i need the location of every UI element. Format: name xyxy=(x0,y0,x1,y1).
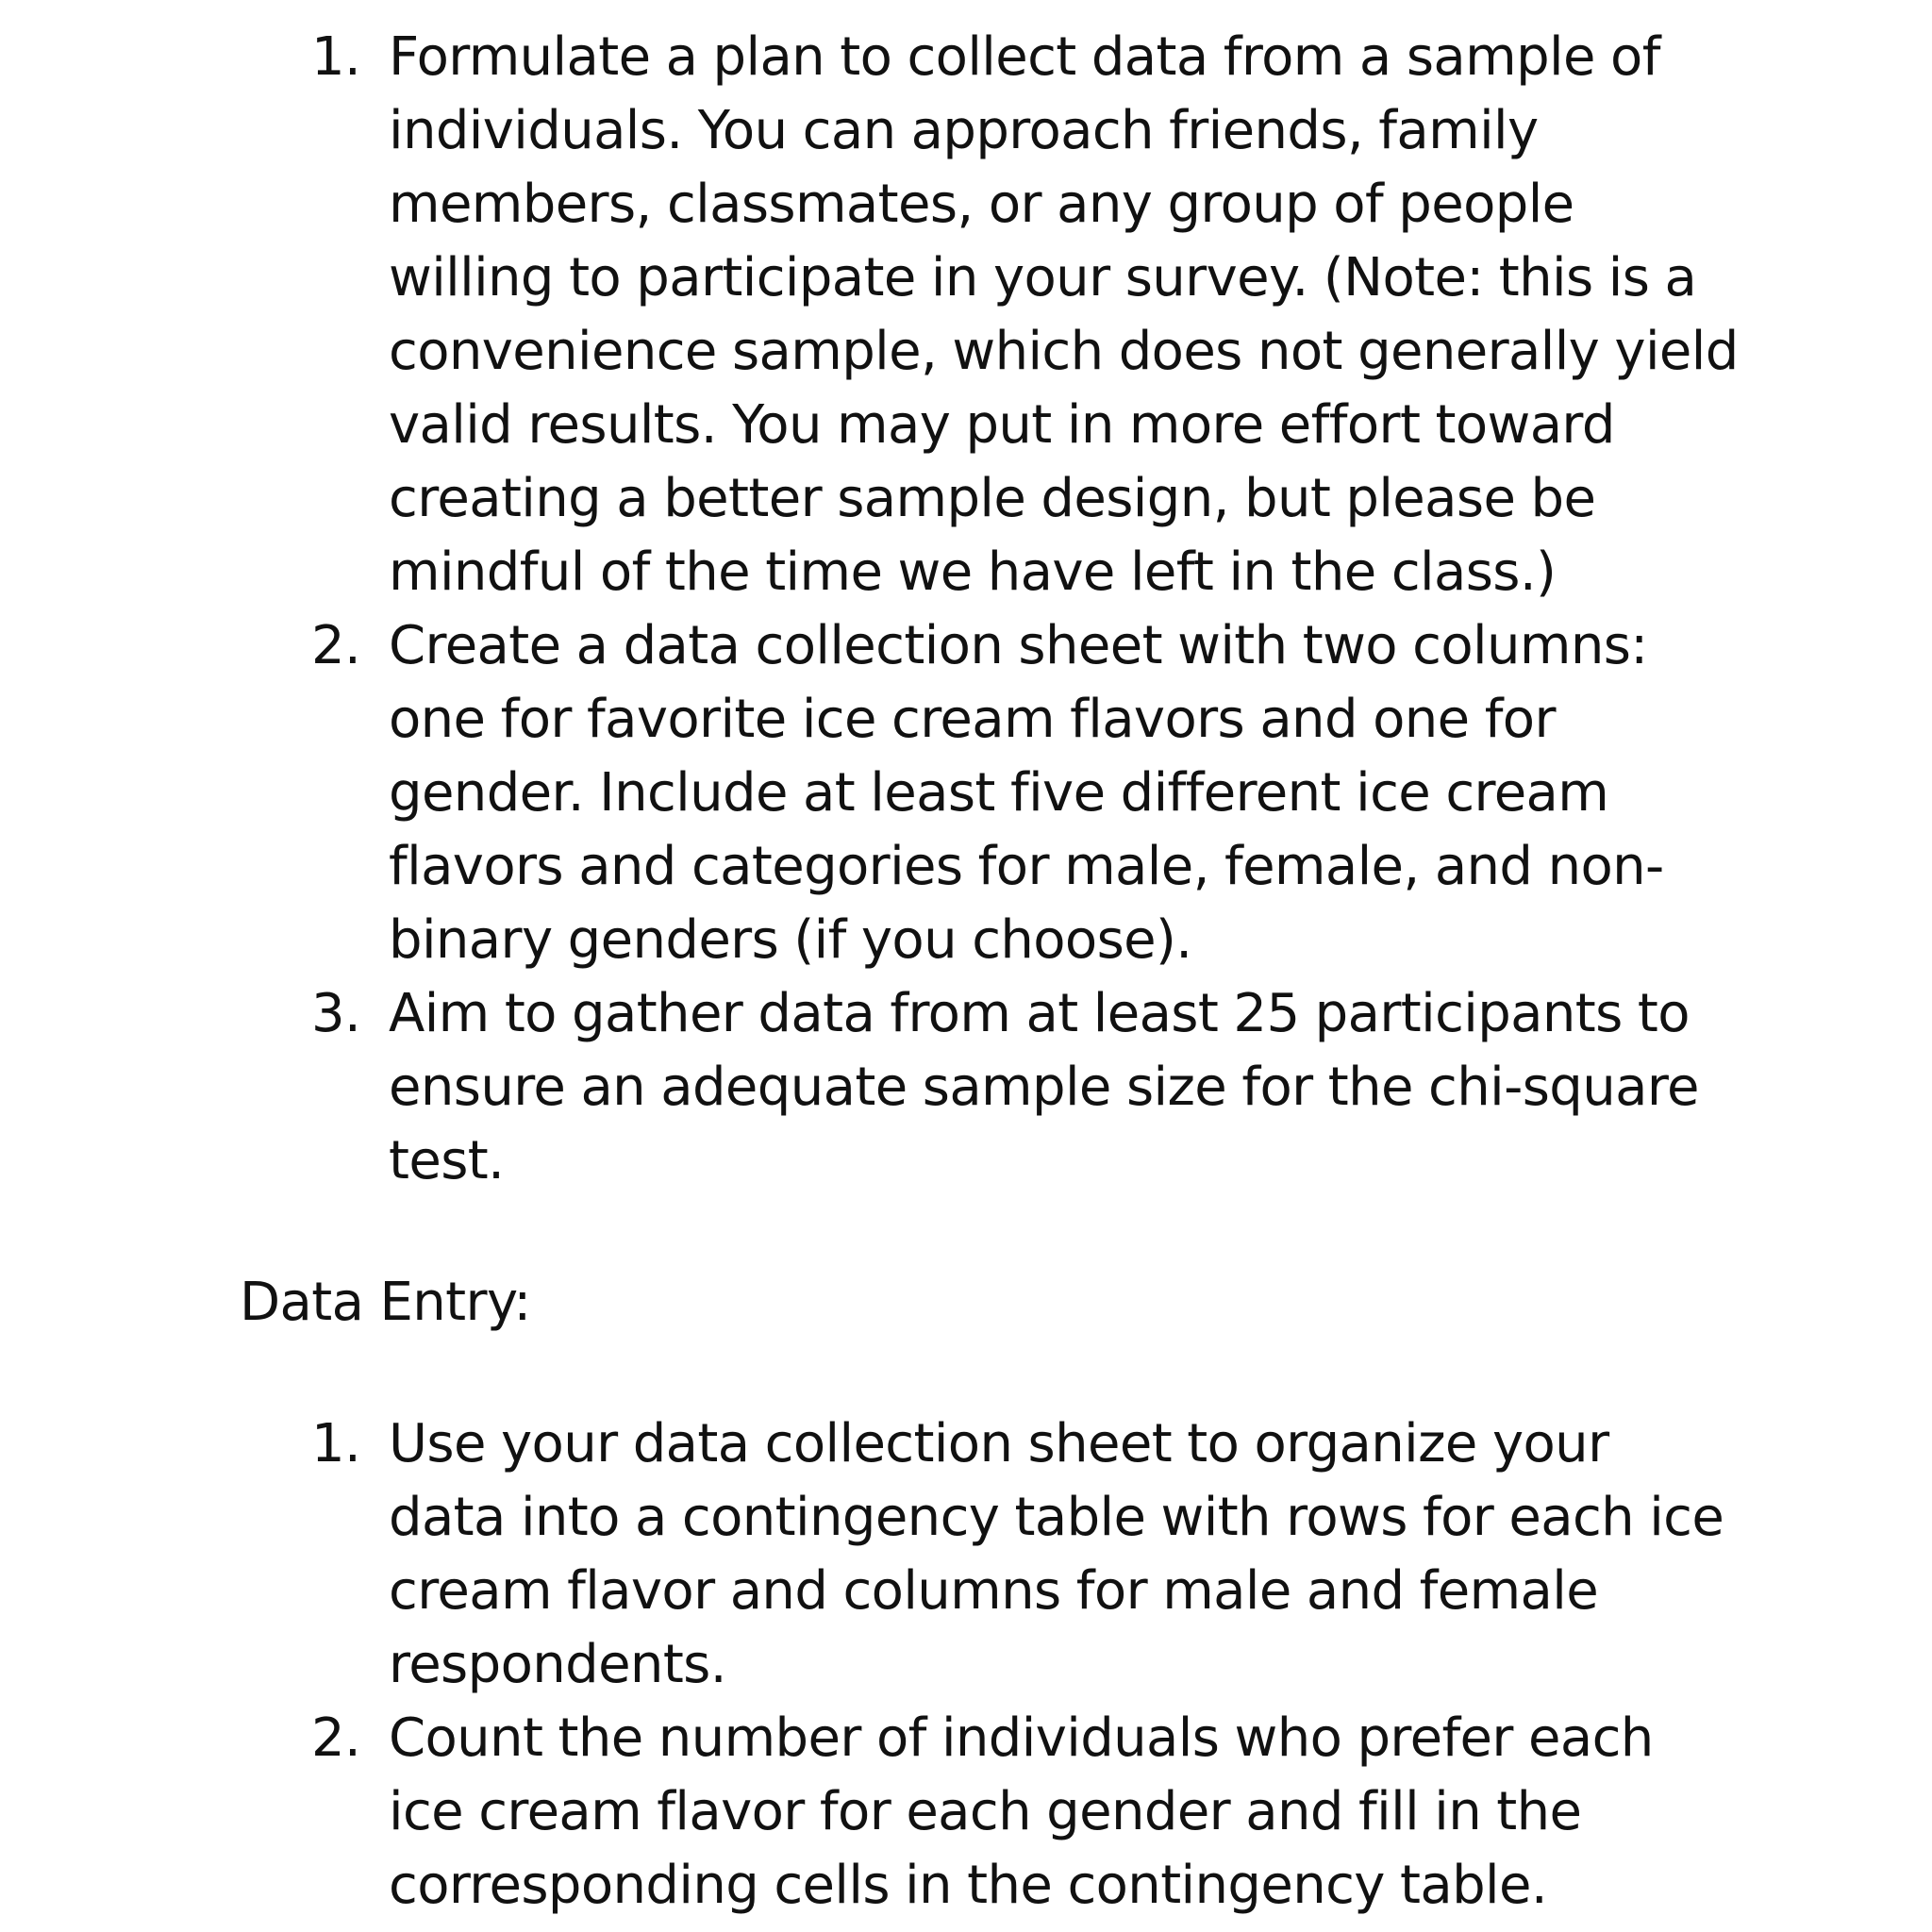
text-line: data into a contingency table with rows for each ice xyxy=(389,1487,1724,1548)
text-line: corresponding cells in the contingency table. xyxy=(389,1855,1548,1916)
list-item xyxy=(302,977,1717,1198)
list-item xyxy=(302,21,1739,609)
text-line: willing to participate in your survey. (Note: this is a xyxy=(389,247,1697,308)
text-line: Count the number of individuals who prefer each xyxy=(389,1707,1654,1769)
text-line: Use your data collection sheet to organize your xyxy=(389,1413,1609,1474)
text-line: Formulate a plan to collect data from a sample of xyxy=(389,26,1660,88)
text-line: one for favorite ice cream flavors and one for xyxy=(389,689,1556,750)
text-line: creating a better sample design, but please be xyxy=(389,468,1596,529)
text-line: flavors and categories for male, female, and non- xyxy=(389,836,1664,897)
list-number: 1. xyxy=(311,1413,361,1474)
text-line: convenience sample, which does not generally yield xyxy=(389,321,1739,382)
section-heading-data-entry: Data Entry: xyxy=(240,1272,531,1333)
list-item xyxy=(302,1702,1717,1923)
list-number: 1. xyxy=(311,26,361,88)
text-line: members, classmates, or any group of people xyxy=(389,174,1574,235)
text-line: gender. Include at least five different ice cream xyxy=(389,762,1609,824)
text-line: cream flavor and columns for male and female xyxy=(389,1560,1599,1622)
text-line: ensure an adequate sample size for the chi-square xyxy=(389,1057,1699,1118)
text-line: Create a data collection sheet with two columns: xyxy=(389,615,1648,676)
text-line: mindful of the time we have left in the class.) xyxy=(389,541,1557,603)
text-line: individuals. You can approach friends, family xyxy=(389,100,1539,161)
list-number: 3. xyxy=(311,983,361,1044)
list-item xyxy=(302,609,1717,977)
text-line: test. xyxy=(389,1130,505,1191)
list-number: 2. xyxy=(311,615,361,676)
text-line: respondents. xyxy=(389,1634,726,1695)
data-entry-steps-list xyxy=(302,1407,1724,1923)
text-line: Aim to gather data from at least 25 participants to xyxy=(389,983,1690,1044)
text-line: binary genders (if you choose). xyxy=(389,909,1192,971)
text-line: valid results. You may put in more effort toward xyxy=(389,394,1615,456)
data-collection-steps-list xyxy=(302,21,1739,1198)
list-number: 2. xyxy=(311,1707,361,1769)
list-item xyxy=(302,1407,1724,1702)
text-line: ice cream flavor for each gender and fill in the xyxy=(389,1781,1582,1842)
